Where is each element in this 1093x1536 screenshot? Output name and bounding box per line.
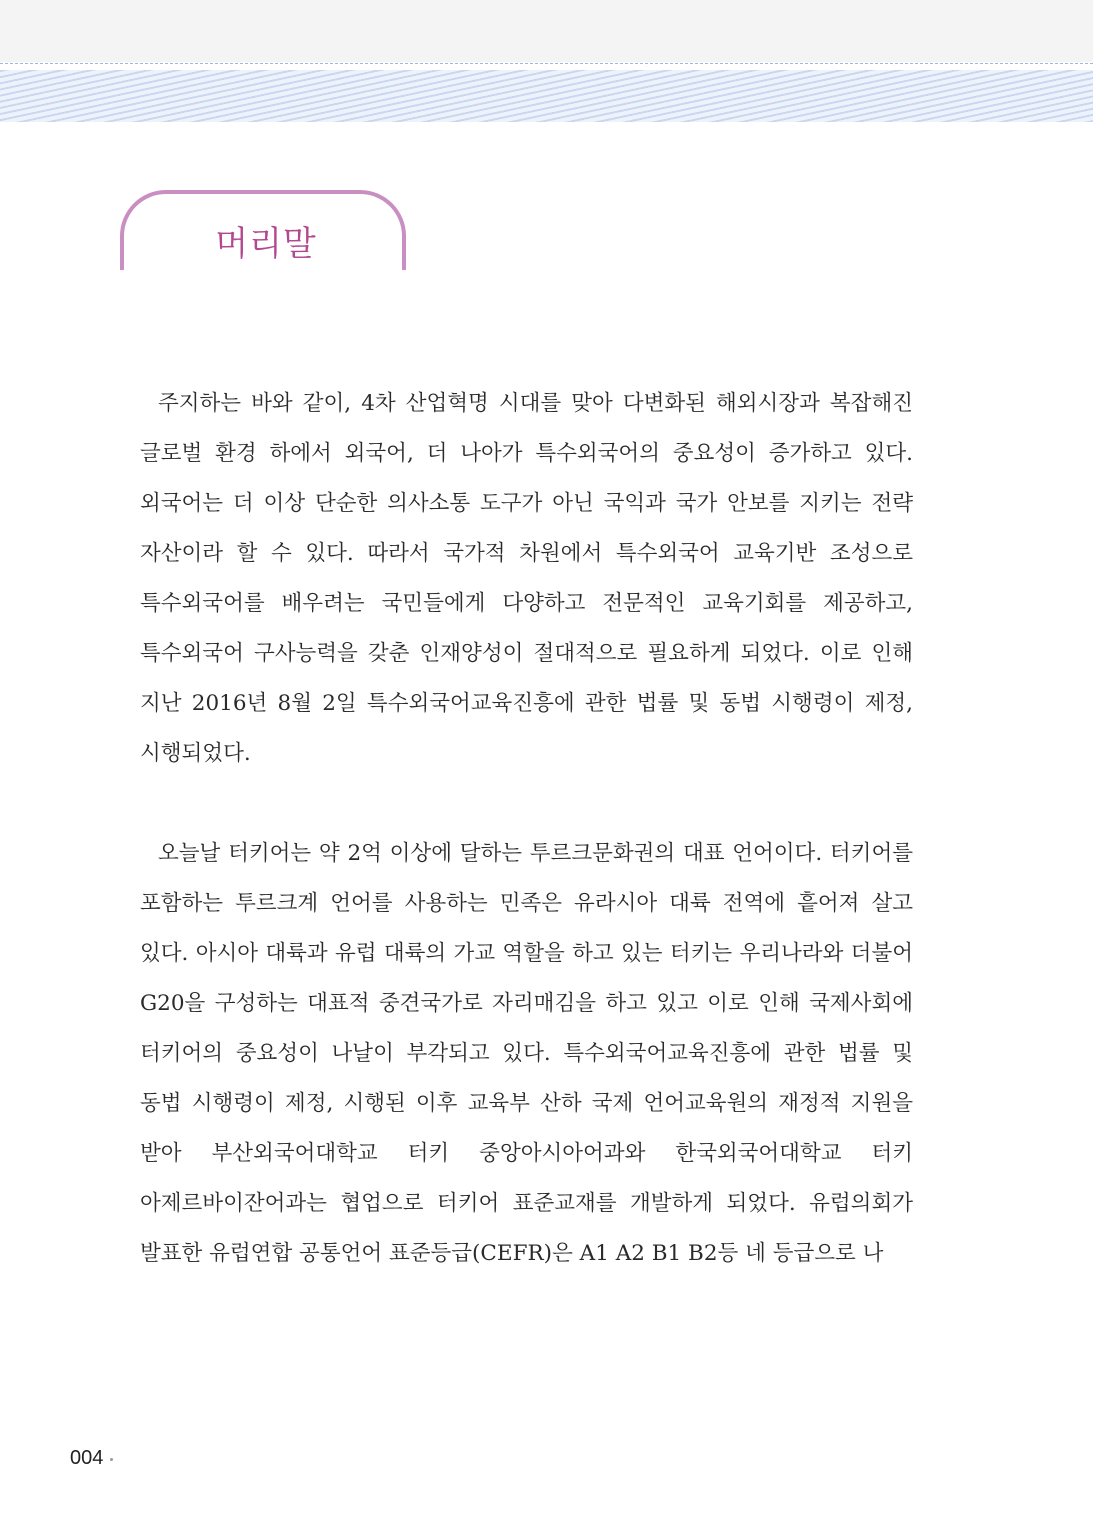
page-title: 머리말	[215, 224, 317, 264]
header-hatch-pattern	[0, 70, 1093, 122]
header-dashed-rule	[0, 63, 1093, 64]
paragraph-2: 오늘날 터키어는 약 2억 이상에 달하는 투르크문화권의 대표 언어이다. 터키어를 포함하는 투르크계 언어를 사용하는 민족은 유라시아 대륙 전역에 흩어져 살고 있다. 아시아 대륙과 유럽 대륙의 가교 역할을 하고 있는 터키는 우리나라와 더불어 G20을 구성하는 대표적 중견국가로 자리매김을 하고 있고 이로 인해 국제사회에 터키어의 중요성이 나날이 부각되고 있다. 특수외국어교육진흥에 관한 법률 및 동법 시행령이 제정, 시행된 이후 교육부 산하 국제 언어교육원의 재정적 지원을 받아 부산외국어대학교 터키 중앙아시아어과와 한국외국어대학교 터키 아제르바이잔어과는 협업으로 터키어 표준교재를 개발하게 되었다. 유럽의회가 발표한 유럽연합 공통언어 표준등급(CEFR)은 A1 A2 B1 B2등 네 등급으로 나	[140, 841, 913, 1266]
paragraph-1: 주지하는 바와 같이, 4차 산업혁명 시대를 맞아 다변화된 해외시장과 복잡해진 글로벌 환경 하에서 외국어, 더 나아가 특수외국어의 중요성이 증가하고 있다. 외국어는 더 이상 단순한 의사소통 도구가 아닌 국익과 국가 안보를 지키는 전략 자산이라 할 수 있다. 따라서 국가적 차원에서 특수외국어 교육기반 조성으로 특수외국어를 배우려는 국민들에게 다양하고 전문적인 교육기회를 제공하고, 특수외국어 구사능력을 갖춘 인재양성이 절대적으로 필요하게 되었다. 이로 인해 지난 2016년 8월 2일 특수외국어교육진흥에 관한 법률 및 동법 시행령이 제정, 시행되었다.	[140, 391, 913, 766]
page-number-dot	[110, 1458, 113, 1461]
header-band	[0, 0, 1093, 62]
page-number: 004	[70, 1447, 104, 1469]
